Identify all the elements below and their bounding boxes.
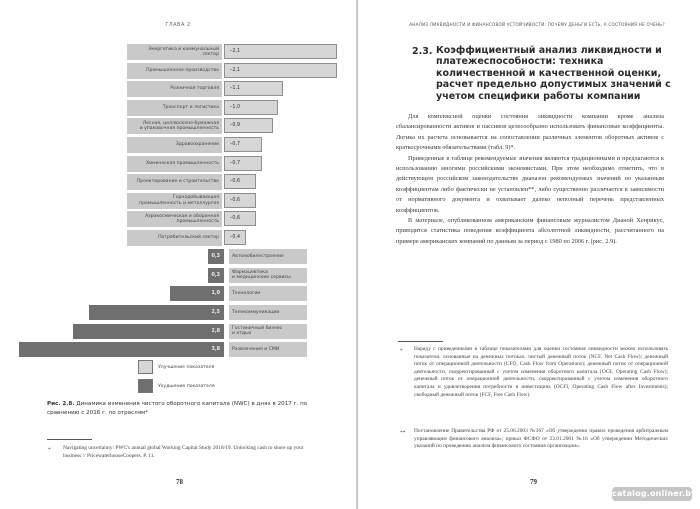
bar-value-label: –0,6	[230, 216, 241, 222]
bar-value-label: –0,6	[230, 197, 241, 203]
bar-value-label: 0,3	[211, 254, 220, 260]
bar-label-text: Гостиничный бизнес	[232, 325, 283, 331]
bar-value-label: –0,7	[230, 160, 241, 166]
category-label	[127, 230, 222, 246]
figure-caption	[47, 400, 317, 418]
category-label	[127, 211, 222, 227]
nwc-bar-chart	[0, 0, 356, 400]
caption-label: Рис. 2.8.	[47, 401, 75, 407]
category-label	[127, 44, 222, 60]
bar-value-label: –2,1	[230, 49, 241, 54]
category-label	[229, 286, 307, 301]
category-label	[127, 156, 222, 172]
category-label	[127, 137, 222, 153]
bar-label-text: Аэрокосмическая и оборонная	[144, 213, 219, 219]
bar-label-text: Розничная торговля	[170, 86, 219, 92]
bar-improve	[224, 193, 256, 208]
section-number: 2.3.	[412, 46, 433, 57]
bar-label-text: Здравоохранение	[175, 142, 219, 148]
running-head-left: ГЛАВА 2	[165, 22, 191, 28]
bar-value-label: –0,6	[230, 179, 241, 185]
bar-worsen	[19, 342, 224, 357]
bar-label-text: Лесная, целлюлозно-бумажная	[142, 120, 219, 126]
bar-label-text: Фармацевтика	[232, 269, 268, 275]
bar-value-label: –0,7	[230, 142, 241, 147]
footnote-rule-left	[47, 439, 92, 440]
category-label	[127, 100, 222, 116]
bar-label-text: и медицинские сервисы	[232, 275, 291, 281]
bar-label-text: сектор	[202, 52, 219, 57]
category-label	[127, 118, 222, 134]
watermark: catalog.onliner.by	[612, 487, 692, 501]
bar-improve	[224, 44, 337, 59]
bar-worsen	[89, 305, 224, 320]
bar-label-text: Автомобилестроение	[232, 253, 284, 259]
category-label	[127, 174, 222, 190]
bar-value-label: –1,0	[230, 104, 241, 110]
bar-label-text: и упаковочная промышленность	[139, 126, 219, 132]
category-label	[229, 305, 307, 320]
bar-improve	[224, 137, 262, 152]
bar-value-label: –2,1	[230, 67, 241, 73]
bar-worsen	[208, 268, 224, 283]
bar-improve	[224, 100, 278, 115]
footnote-mark-right-2: **	[400, 430, 406, 436]
bar-improve	[224, 174, 256, 189]
running-head-right: АНАЛИЗ ЛИКВИДНОСТИ И ФИНАНСОВОЙ УСТОЙЧИВОСТИ: ПОЧЕМУ ДЕНЬГИ ЕСТЬ, А СОСТОЯНИЯ НЕ ОЧЕНЬ?	[409, 22, 665, 27]
bar-label-text: Транспорт и логистика	[162, 105, 219, 111]
category-label	[127, 81, 222, 97]
paragraph: В материале, опубликованном американским финансовым журналистом Дианой Хенрикус, приводится статистика поведения коэффициента абсолютной ликвидности, рассчитанного на примере американских компаний по данным за период с 1980 по 2006 г. (рис. 2.9).	[396, 217, 664, 245]
bar-improve	[224, 156, 262, 171]
category-label	[127, 193, 222, 209]
page-number-right: 79	[530, 478, 537, 486]
legend-swatch-worsen	[138, 379, 153, 393]
footnote-right-2: Постановление Правительства РФ от 25.06.2003 №367 «Об утверждении правил проведения арбитражным управляющим финансового анализа»; приказ ФСФО от 23.01.2001 №16 «Об утверждении Методических указаний по проведению анализа финансового состояния организации».	[414, 428, 668, 450]
bar-label-text: и отдых	[232, 331, 252, 336]
bar-worsen	[73, 324, 224, 339]
bar-worsen	[170, 286, 224, 301]
page-number-left: 78	[176, 478, 183, 486]
paragraph: Приведенные в таблице рекомендуемые значения являются традиционными и предлагаются к использованию многими российскими экономистами. При этом необходимо отметить, что в действующем российском законодательстве диапазон рекомендуемых значений по указанным коэффициентам либо фактически не установлен**, либо существенно различается в зависимости от нормативного документа и охватывает далеко неполный перечень представленных коэффициентов.	[396, 154, 664, 214]
legend-label-improve: Улучшение показателя	[158, 365, 215, 370]
caption-text: Динамика изменения чистого оборотного капитала (NWC) в днях в 2017 г. по сравнению с 2016 г. по отраслям*	[47, 401, 308, 416]
footnote-left: Navigating uncertainty: PWC's annual global Working Capital Study 2018/19. Unlocking cash to shore up your business // PricewaterhouseCoopers. P. 11.	[63, 445, 304, 459]
legend-swatch-improve	[138, 360, 153, 374]
bar-improve	[224, 211, 256, 226]
bar-label-text: Развлечения и СМИ	[232, 346, 280, 352]
bar-label-text: Технологии	[232, 291, 261, 297]
bar-label-text: Проектирование и строительство	[136, 179, 219, 185]
bar-value-label: 0,3	[211, 272, 220, 278]
bar-value-label: 3,8	[211, 347, 220, 353]
bar-label-text: промышленность	[176, 219, 219, 225]
bar-value-label: 1,0	[211, 291, 220, 297]
bar-value-label: –0,4	[230, 235, 241, 240]
paragraph: Для комплексной оценки состояния ликвидности компании кроме анализа сбалансированности активов и пассивов целесообразно использовать финансовые коэффициенты. Логика их расчета основывается на сопоставлении различных элементов оборотных активов с краткосрочными обязательствами (табл. 9)*.	[396, 113, 664, 152]
legend-label-worsen: Ухудшение показателя	[158, 384, 215, 389]
bar-label-text: Горнодобывающая	[172, 195, 219, 201]
category-label	[229, 268, 307, 283]
footnote-rule-right	[398, 341, 443, 342]
bar-label-text: Химическая промышленность	[146, 160, 219, 166]
bar-label-text: Телекоммуникации	[232, 309, 280, 315]
bar-value-label: 2,5	[211, 309, 220, 315]
section-title: Коэффициентный анализ ликвидности и платежеспособности: техника количественной и качественной оценки, расчет предельно допустимых значений с учетом специфики работы компании	[436, 45, 671, 102]
bar-label-text: промышленность и металлургия	[139, 200, 219, 206]
footnote-mark-left: *	[48, 447, 51, 453]
category-label	[229, 249, 307, 264]
bar-value-label: 2,8	[211, 328, 220, 334]
bar-label-text: Промышленное производство	[146, 67, 219, 73]
category-label	[229, 324, 307, 339]
bar-worsen	[208, 249, 224, 264]
bar-label-text: Энергетика и коммунальный	[148, 46, 219, 52]
bar-value-label: –0,9	[230, 123, 241, 129]
bar-improve	[224, 81, 283, 96]
footnote-right-1: Наряду с приведенными в таблице показателями для оценки состояния ликвидности можно использовать показатели, основанные на денежных потоках: чистый денежный поток (NCF, Net Cash Flow); денежный поток от операционной деятельности (CFO, Cash Flow from Operations); денежный поток от операционной деятельности, скорректированный с учетом изменения оборотного капитала (OCF, Operating Cash Flow); денежный поток от операционной деятельности, скорректированный с учетом изменения оборотного капитала и удовлетворения потребности в инвестициях (OCFI, Operating Cash Flow after Investments); свободный денежный поток (FCF, Free Cash Flow).	[414, 346, 668, 398]
bar-improve	[224, 63, 337, 78]
category-label	[127, 63, 222, 79]
body-text	[396, 112, 664, 247]
bar-value-label: –1,1	[230, 86, 241, 92]
footnote-mark-right-1: *	[400, 348, 403, 354]
bar-improve	[224, 118, 273, 133]
bar-improve	[224, 230, 246, 245]
bar-label-text: Потребительский сектор	[158, 235, 219, 241]
category-label	[229, 342, 307, 357]
